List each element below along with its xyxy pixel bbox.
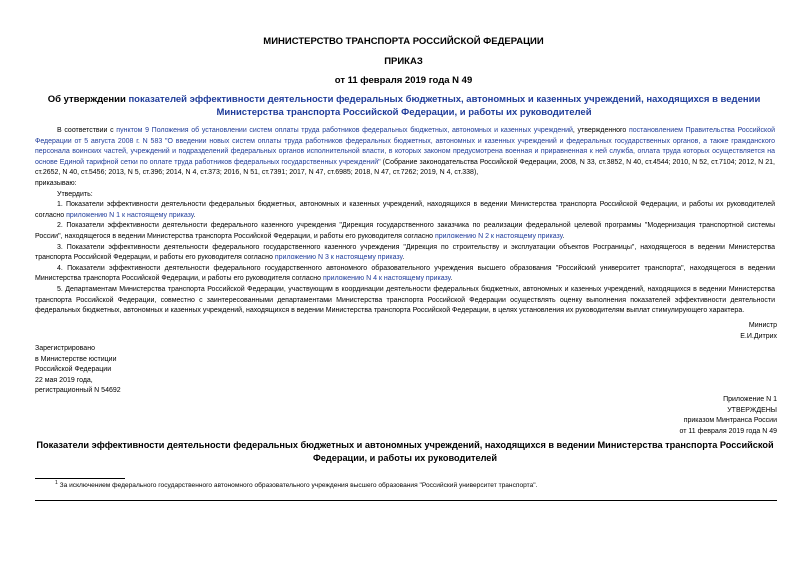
link-appendix-1[interactable]: приложению N 1 к настоящему приказу bbox=[66, 211, 194, 219]
appendix-line: приказом Минтранса России bbox=[683, 417, 777, 425]
appendix-line: от 11 февраля 2019 года N 49 bbox=[679, 427, 777, 435]
registration-line: Российской Федерации bbox=[35, 366, 112, 374]
signature-role: Министр bbox=[748, 322, 777, 329]
item-2: 2. Показатели эффективности деятельности федерального казенного учреждения "Дирекция государственного заказчика по реализации федеральной целевой программы "Модернизация транспортной системы России", находящегося в ведении Министерства транспорта Российской Федерации, и работы его руководителя согласно приложению N 2 к настоящему приказу. bbox=[35, 222, 775, 240]
footnote-mark: 1 bbox=[55, 480, 58, 486]
approve-word: Утвердить: bbox=[57, 190, 93, 198]
signature-block bbox=[740, 321, 777, 342]
title-link[interactable]: показателей эффективности деятельности федеральных бюджетных, автономных и казенных учреждений, находящихся в ведении Министерства транспорта Российской Федерации, и работы их руководителей bbox=[128, 94, 761, 118]
link-punkt-9[interactable]: пунктом 9 Положения об установлении систем оплаты труда работников федеральных бюджетных, автономных и казенных учреждений bbox=[116, 127, 573, 134]
preamble-text-1: В соответствии с bbox=[57, 127, 117, 134]
footnote-divider bbox=[35, 478, 125, 479]
registration-line: в Министерстве юстиции bbox=[35, 355, 117, 363]
footnote-text: За исключением федерального государственного автономного образовательного учреждения высшего образования "Российский университет транспорта". bbox=[59, 482, 538, 490]
link-appendix-4[interactable]: приложению N 4 к настоящему приказу bbox=[322, 275, 451, 283]
doc-type-heading: ПРИКАЗ bbox=[384, 56, 423, 67]
item-4: 4. Показатели эффективности деятельности федерального государственного автономного образовательного учреждения высшего образования "Российский университет транспорта", находящегося в ведении Министерства транспорта Российской Федерации, и работы его руководителя согласно приложению N 4 к настоящему приказу. bbox=[35, 264, 775, 283]
registration-line: регистрационный N 54692 bbox=[35, 387, 121, 395]
preamble bbox=[35, 126, 775, 317]
link-appendix-2[interactable]: приложению N 2 к настоящему приказу bbox=[434, 232, 563, 240]
registration-block bbox=[35, 344, 121, 397]
title-prefix: Об утверждении bbox=[47, 94, 129, 105]
appendix-title: Показатели эффективности деятельности федеральных бюджетных и автономных учреждений, находящихся в ведении Министерства транспорта Российской Федерации, и работы их руководителей bbox=[36, 440, 774, 463]
preamble-text-2: , утвержденного bbox=[572, 127, 629, 134]
ministry-heading: МИНИСТЕРСТВО ТРАНСПОРТА РОССИЙСКОЙ ФЕДЕРАЦИИ bbox=[263, 36, 544, 47]
appendix-line: УТВЕРЖДЕНЫ bbox=[727, 406, 777, 414]
item-4-text: 4. Показатели эффективности деятельности федерального государственного автономного образовательного учреждения высшего образования "Российский университет транспорта", находящегося в ведении Министерства транспорта Российской Федерации, и работы его руководителя согласно bbox=[35, 264, 775, 283]
preamble-paragraph bbox=[35, 126, 775, 179]
doc-date-number: от 11 февраля 2019 года N 49 bbox=[334, 75, 473, 86]
registration-line: 22 мая 2019 года, bbox=[35, 376, 93, 384]
order-word: приказываю: bbox=[35, 179, 77, 187]
link-appendix-3[interactable]: приложению N 3 к настоящему приказу bbox=[274, 254, 403, 262]
page-bottom-divider bbox=[35, 500, 777, 501]
item-3-text: 3. Показатели эффективности деятельности федерального государственного казенного учреждения "Дирекция по строительству и эксплуатации объектов Росграницы", находящегося в ведении Министерства транспорта Российской Федерации, и работы его руководителя согласно bbox=[35, 243, 775, 262]
document-title bbox=[28, 93, 780, 119]
appendix-header bbox=[680, 395, 777, 437]
footnote bbox=[55, 480, 537, 489]
item-3: 3. Показатели эффективности деятельности федерального государственного казенного учреждения "Дирекция по строительству и эксплуатации объектов Росграницы", находящегося в ведении Министерства транспорта Российской Федерации, и работы его руководителя согласно приложению N 3 к настоящему приказу. bbox=[35, 243, 775, 262]
item-1-text: 1. Показатели эффективности деятельности федеральных бюджетных, автономных и казенных учреждений, находящихся в ведении Министерства транспорта Российской Федерации, и работы их руководителей согласно bbox=[35, 201, 775, 219]
item-2-text: 2. Показатели эффективности деятельности федерального казенного учреждения "Дирекция государственного заказчика по реализации федеральной целевой программы "Модернизация транспортной системы России", находящегося в ведении Министерства транспорта Российской Федерации, и работы его руководителя согласно bbox=[35, 222, 775, 240]
appendix-line: Приложение N 1 bbox=[723, 396, 777, 403]
signature-name: Е.И.Дитрих bbox=[740, 332, 777, 340]
preamble-text-3: (Собрание законодательства Российской Федерации, 2008, N 33, ст.3852, N 40, ст.4544; 2010, N 52, ст.7104; 2012, N 21, ст.2652, N 40, ст.5456; 2013, N 5, ст.396; 2014, N 4, ст.373; 2016, N 51, ст.7391; 2017, N 47, ст.6985; 2018, N 47, ст.7262; 2019, N 4, ст.338), bbox=[35, 158, 775, 177]
registration-line: Зарегистрировано bbox=[35, 345, 95, 352]
link-postanovlenie-583[interactable]: постановлением Правительства Российской Федерации от 5 августа 2008 г. N 583 "О введении новых систем оплаты труда работников федеральных бюджетных, автономных и казенных учреждений и федеральных государственных органов, а также гражданского персонала воинских частей, учреждений и подразделений федеральных органов исполнительной власти, в которых законом предусмотрена военная и приравненная к ней служба, оплата труда которых осуществляется на основе Единой тарифной сетки по оплате труда работников федеральных государственных учреждений" bbox=[35, 127, 775, 166]
item-5: 5. Департаментам Министерства транспорта Российской Федерации, участвующим в координации деятельности федеральных бюджетных, автономных и казенных учреждений, находящихся в ведении Министерства транспорта Российской Федерации, совместно с заинтересованными департаментами Министерства транспорта Российской Федерации осуществлять оценку выполнения показателей эффективности деятельности федеральных бюджетных, автономных и казенных учреждений, находящихся в ведении Министерства транспорта Российской Федерации, в целях установления их руководителям выплат стимулирующего характера. bbox=[35, 285, 775, 315]
item-1: 1. Показатели эффективности деятельности федеральных бюджетных, автономных и казенных учреждений, находящихся в ведении Министерства транспорта Российской Федерации, и работы их руководителей согласно приложению N 1 к настоящему приказу. bbox=[35, 201, 775, 219]
